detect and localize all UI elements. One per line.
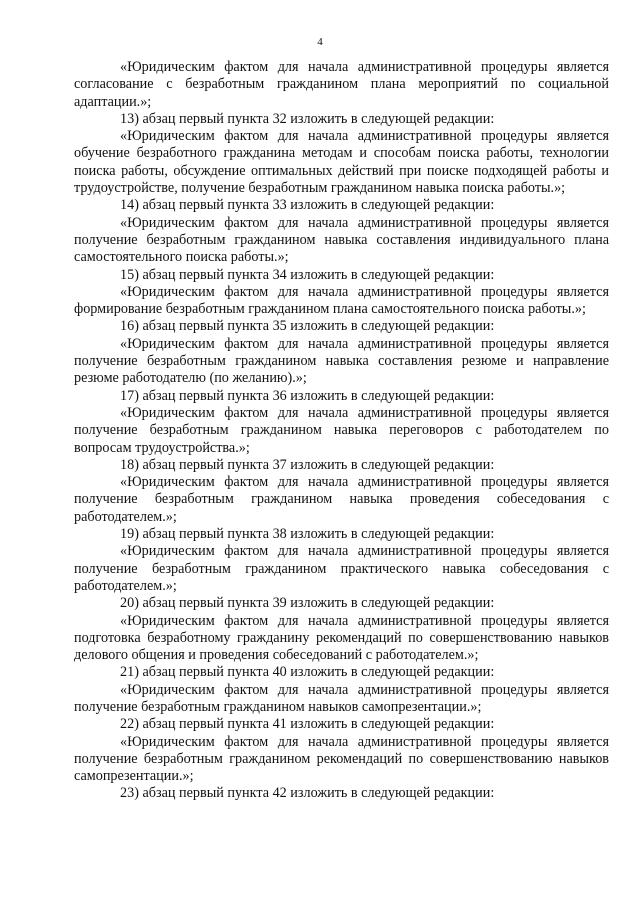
amendment-item: 20) абзац первый пункта 39 изложить в следующей редакции:: [120, 595, 495, 612]
paragraph: «Юридическим фактом для начала административной процедуры является получение безработным гражданином практического навыка собеседования с работодателем.»;: [74, 543, 609, 594]
amendment-item: 17) абзац первый пункта 36 изложить в следующей редакции:: [120, 387, 495, 404]
paragraph: «Юридическим фактом для начала административной процедуры является получение безработным гражданином навыка переговоров с работодателем по вопросам трудоустройства.»;: [74, 404, 609, 456]
paragraph: «Юридическим фактом для начала административной процедуры является обучение безработного гражданина методам и способам поиска работы, технологии поиска работы, обсуждение оптимальных действий при поиске подходящей работы и трудоустройстве, получение безработным гражданином навыка поиска работы.»;: [74, 128, 609, 197]
paragraph: «Юридическим фактом для начала административной процедуры является согласование с безработным гражданином плана мероприятий по социальной адаптации.»;: [74, 59, 609, 110]
page-number: 4: [317, 36, 323, 48]
paragraph: «Юридическим фактом для начала административной процедуры является подготовка безработному гражданину рекомендаций по совершенствованию навыков делового общения и проведения собеседований с работодателем.»;: [74, 612, 609, 664]
amendment-item: 18) абзац первый пункта 37 изложить в следующей редакции:: [120, 456, 495, 473]
paragraph: «Юридическим фактом для начала административной процедуры является получение безработным гражданином навыка составления резюме и направление резюме работодателю (по желанию).»;: [74, 335, 609, 387]
amendment-item: 23) абзац первый пункта 42 изложить в следующей редакции:: [120, 785, 495, 802]
amendment-item: 14) абзац первый пункта 33 изложить в следующей редакции:: [120, 197, 495, 214]
document-body: [74, 59, 609, 803]
paragraph: «Юридическим фактом для начала административной процедуры является получение безработным гражданином навыка составления индивидуального плана самостоятельного поиска работы.»;: [74, 214, 609, 266]
amendment-item: 21) абзац первый пункта 40 изложить в следующей редакции:: [120, 664, 495, 681]
paragraph: «Юридическим фактом для начала административной процедуры является получение безработным гражданином навыков самопрезентации.»;: [74, 681, 609, 715]
paragraph: «Юридическим фактом для начала административной процедуры является получение безработным гражданином рекомендаций по совершенствованию навыков самопрезентации.»;: [74, 733, 609, 785]
amendment-item: 15) абзац первый пункта 34 изложить в следующей редакции:: [120, 266, 495, 283]
paragraph: «Юридическим фактом для начала административной процедуры является получение безработным гражданином навыка проведения собеседования с работодателем.»;: [74, 474, 609, 525]
amendment-item: 16) абзац первый пункта 35 изложить в следующей редакции:: [120, 318, 495, 335]
paragraph: «Юридическим фактом для начала административной процедуры является формирование безработным гражданином плана самостоятельного поиска работы.»;: [74, 283, 609, 318]
amendment-item: 19) абзац первый пункта 38 изложить в следующей редакции:: [120, 526, 495, 543]
amendment-item: 13) абзац первый пункта 32 изложить в следующей редакции:: [120, 110, 495, 127]
amendment-item: 22) абзац первый пункта 41 изложить в следующей редакции:: [120, 716, 495, 733]
